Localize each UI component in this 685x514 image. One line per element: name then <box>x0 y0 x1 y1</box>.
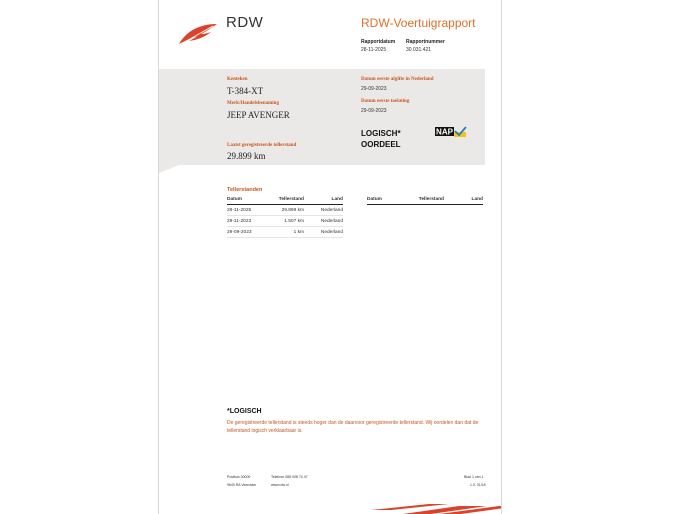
row-datum: 29-09-2023 <box>227 227 267 238</box>
row-land: Nederland <box>304 227 343 238</box>
row-datum: 28-11-2025 <box>227 205 267 216</box>
band-notch <box>159 165 179 173</box>
footer-city: 9640 RA Veendam <box>227 483 257 487</box>
rapportnummer-label: Rapportnummer <box>406 39 445 45</box>
table-row <box>227 227 343 238</box>
kenteken-label: Kenteken <box>227 77 248 82</box>
row-tellerstand: 1.507 km <box>267 216 304 227</box>
tellerstanden-title: Tellerstanden <box>227 187 263 193</box>
org-name: RDW <box>226 14 264 31</box>
table-header-row <box>227 196 343 205</box>
table-header-row <box>367 196 483 205</box>
oordeel-text <box>361 128 401 150</box>
merk-value: JEEP AVENGER <box>227 110 290 120</box>
col-tellerstand: Tellerstand <box>267 196 304 205</box>
nap-check-icon <box>435 126 467 138</box>
tellerstand-label: Laatst geregistreerde tellerstand <box>227 143 297 148</box>
table-row <box>227 205 343 216</box>
afgifte-value: 29-09-2023 <box>361 86 387 92</box>
kenteken-value: T-384-XT <box>227 86 264 96</box>
rapportdatum-label: Rapportdatum <box>361 39 396 45</box>
row-land: Nederland <box>304 216 343 227</box>
footer-phone: Telefoon 088 008 74 47 <box>271 475 308 479</box>
oordeel-line2: OORDEEL <box>361 140 401 149</box>
report-title: RDW-Voertuigrapport <box>361 16 476 30</box>
afgifte-label: Datum eerste afgifte in Nederland <box>361 77 434 82</box>
toelating-value: 29-09-2023 <box>361 108 387 114</box>
row-datum: 29-11-2023 <box>227 216 267 227</box>
tellerstanden-table-left <box>227 196 343 238</box>
tellerstanden-table-right <box>367 196 483 205</box>
note-title: *LOGISCH <box>227 408 262 415</box>
tellerstand-value: 29.899 km <box>227 151 266 161</box>
rapportnummer-value: 30.031.421 <box>406 47 432 53</box>
oordeel-line1: LOGISCH* <box>361 129 401 138</box>
footer-version: 1.0, 01/18 <box>470 483 486 487</box>
rdw-logo-icon <box>177 22 219 46</box>
report-page <box>158 0 502 514</box>
col-tellerstand: Tellerstand <box>407 196 444 205</box>
toelating-label: Datum eerste toelating <box>361 99 410 104</box>
footer-postbus: Postbus 30000 <box>227 475 251 479</box>
row-tellerstand: 29.899 km <box>267 205 304 216</box>
col-land: Land <box>444 196 483 205</box>
row-land: Nederland <box>304 205 343 216</box>
footer-blad: Blad 1 van 1 <box>464 475 484 479</box>
merk-label: Merk/Handelsbenaming <box>227 101 279 106</box>
table-row <box>227 216 343 227</box>
decorative-stripes-icon <box>369 500 502 514</box>
footer-web-link[interactable]: www.rdw.nl <box>271 483 289 487</box>
nap-text: NAP <box>436 127 453 137</box>
col-datum: Datum <box>227 196 267 205</box>
col-datum: Datum <box>367 196 407 205</box>
vehicle-info-band <box>159 69 485 165</box>
note-text: De geregistreerde tellerstand is steeds hoger dan de daarvoor geregistreerde tellerstand. Wij oordelen dan dat de tellerstand logisch verklaarbaar is. <box>227 420 479 434</box>
col-land: Land <box>304 196 343 205</box>
rapportdatum-value: 28-11-2025 <box>361 47 387 53</box>
row-tellerstand: 1 km <box>267 227 304 238</box>
